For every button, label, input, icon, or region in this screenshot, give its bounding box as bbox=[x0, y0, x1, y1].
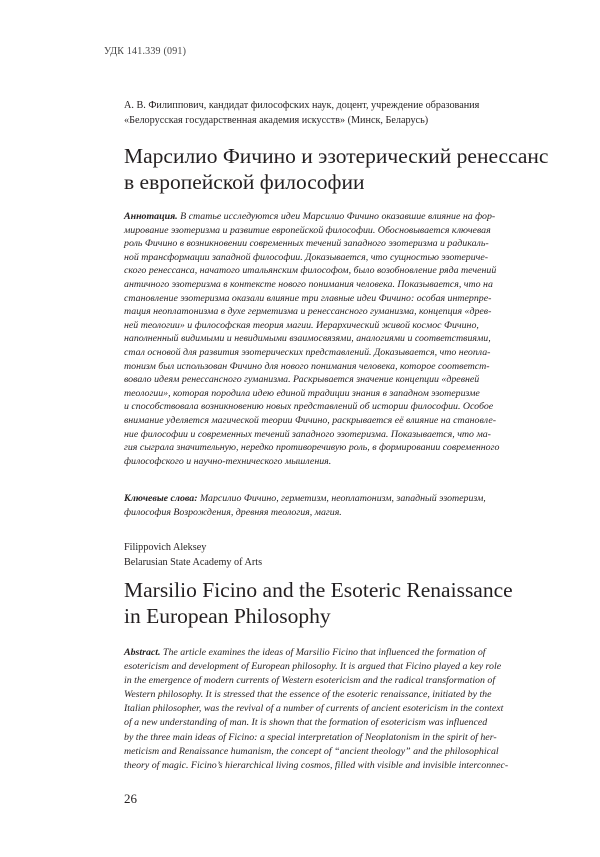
abstract-en-label: Abstract. bbox=[124, 647, 161, 658]
title-line: Марсилио Фичино и эзотерический ренессанс bbox=[124, 144, 549, 168]
abstract-en-line: by the three main ideas of Ficino: a special interpretation of Neoplatonism in the spirit of her- bbox=[124, 731, 497, 743]
abstract-line: наполненный видимыми и невидимыми взаимосвязями, аналогиями и соответствиями, bbox=[124, 333, 491, 345]
abstract-line: ского ренессанса, начатого итальянским философом, было возобновление ряда течений bbox=[124, 265, 497, 277]
abstract-en-line: Western philosophy. It is stressed that the essence of the esoteric renaissance, initiated by the bbox=[124, 689, 492, 701]
abstract-line: внимание уделяется магической теории Фичино, раскрывается её влияние на становле- bbox=[124, 414, 496, 426]
title-line: in European Philosophy bbox=[124, 604, 331, 628]
abstract-line: роль Фичино в возникновении современных течений западного эзотеризма и радикаль- bbox=[124, 238, 489, 250]
keywords-first-line: Марсилио Фичино, герметизм, неоплатонизм, западный эзотеризм, bbox=[197, 493, 486, 504]
abstract-line: ной трансформации западной философии. Доказывается, что сущностью эзотериче- bbox=[124, 251, 489, 263]
keywords-label: Ключевые слова: bbox=[124, 493, 198, 504]
abstract-label: Аннотация. bbox=[124, 211, 178, 222]
abstract-line: теологии», которая породила идею единой традиции знания в западном эзотеризме bbox=[124, 387, 480, 399]
abstract-line: ние философии и современных течений западного эзотеризма. Показывается, что ма- bbox=[124, 428, 491, 440]
abstract-line: и способствовала возникновению новых представлений об истории философии. Особое bbox=[124, 401, 494, 413]
abstract-line: ней теологии» и философская теория магии. Иерархический живой космос Фичино, bbox=[124, 319, 479, 331]
abstract-en-first-line: The article examines the ideas of Marsilio Ficino that influenced the formation of bbox=[160, 647, 486, 658]
abstract-line bbox=[124, 210, 526, 224]
abstract-en-line: esotericism and development of European philosophy. It is argued that Ficino played a key role bbox=[124, 661, 502, 673]
abstract-line: античного эзотеризма в контексте нового понимания человека. Показывается, что на bbox=[124, 278, 493, 290]
article-title-ru bbox=[124, 143, 549, 195]
author-info-en bbox=[124, 541, 262, 570]
title-line: в европейской философии bbox=[124, 170, 365, 194]
keywords-ru bbox=[124, 492, 526, 519]
abstract-en bbox=[124, 646, 526, 773]
author-affiliation-en: Belarusian State Academy of Arts bbox=[124, 556, 263, 568]
abstract-line: вовало идеям ренессансного гуманизма. Раскрывается значение концепции «древней bbox=[124, 374, 480, 386]
abstract-line: становление эзотеризма оказали влияние три главные идеи Фичино: особая интерпре- bbox=[124, 292, 492, 304]
abstract-en-line bbox=[124, 646, 526, 660]
abstract-en-line: Italian philosopher, was the revival of a number of currents of ancient esotericism in the context bbox=[124, 703, 504, 715]
author-line: А. В. Филиппович, кандидат философских наук, доцент, учреждение образования bbox=[124, 100, 480, 111]
author-line: «Белорусская государственная академия искусств» (Минск, Беларусь) bbox=[124, 114, 429, 126]
abstract-en-line: in the emergence of modern currents of Western esotericism and the radical transformation of bbox=[124, 675, 496, 687]
abstract-en-line: meticism and Renaissance humanism, the concept of “ancient theology” and the philosophical bbox=[124, 745, 499, 757]
abstract-line: стал основой для развития эзотерических представлений. Доказывается, что неопла- bbox=[124, 346, 491, 358]
abstract-first-line: В статье исследуются идеи Марсилио Фичино оказавшие влияние на фор- bbox=[177, 211, 496, 222]
abstract-line: тация неоплатонизма в духе герметизма и ренессансного гуманизма, концепция «древ- bbox=[124, 306, 492, 318]
abstract-en-line: theory of magic. Ficino’s hierarchical living cosmos, filled with visible and invisible interconnec- bbox=[124, 759, 509, 771]
page-number: 26 bbox=[124, 791, 137, 806]
abstract-line: гия сыграла значительную, нередко противоречивую роль, в формировании современного bbox=[124, 442, 500, 454]
abstract-line: философского и научно-технического мышления. bbox=[124, 455, 332, 467]
article-title-en bbox=[124, 577, 544, 629]
title-line: Marsilio Ficino and the Esoteric Renaissance bbox=[124, 578, 513, 602]
abstract-line: мирование эзотеризма и развитие европейской философии. Обосновывается ключевая bbox=[124, 224, 491, 236]
abstract-ru bbox=[124, 210, 526, 468]
abstract-en-line: of a new understanding of man. It is shown that the formation of esotericism was influenced bbox=[124, 717, 488, 729]
udk-code: УДК 141.339 (091) bbox=[104, 46, 187, 57]
author-name-en: Filippovich Aleksey bbox=[124, 542, 207, 553]
abstract-line: тонизм был использован Фичино для нового понимания человека, которое соответст- bbox=[124, 360, 490, 372]
keywords-line: философия Возрождения, древняя теология, магия. bbox=[124, 506, 342, 518]
author-info-ru bbox=[124, 99, 534, 128]
keywords-line bbox=[124, 492, 526, 506]
